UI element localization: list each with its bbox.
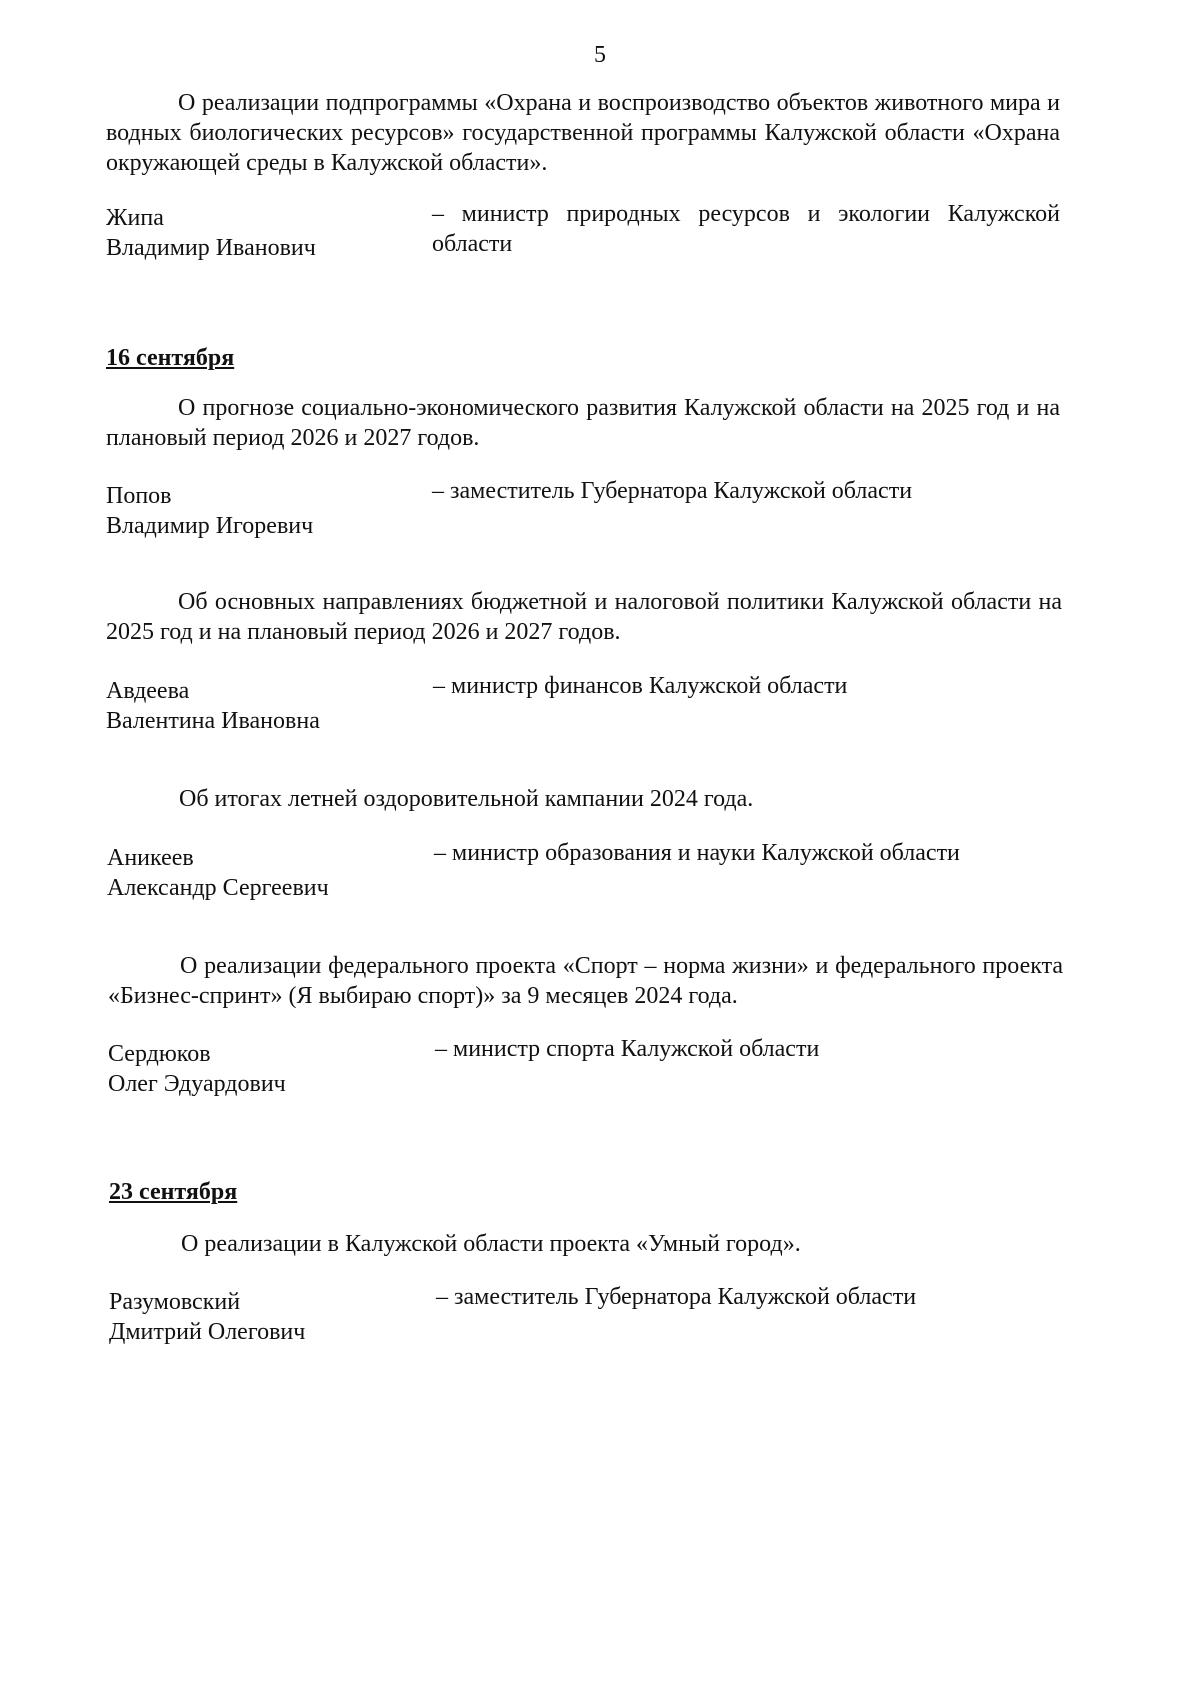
speaker-given-name: Валентина Ивановна	[106, 708, 320, 734]
speaker-name	[108, 1039, 408, 1099]
speaker-surname: Разумовский	[109, 1289, 241, 1315]
speaker-role: – министр финансов Калужской области	[433, 673, 848, 699]
speaker-role: – министр спорта Калужской области	[435, 1036, 820, 1062]
speaker-name	[106, 676, 406, 736]
speaker-surname: Попов	[106, 483, 172, 509]
speaker-role: – министр природных ресурсов и экологии Калужской области	[432, 201, 1060, 257]
agenda-topic: О реализации подпрограммы «Охрана и воспроизводство объектов животного мира и водных биологических ресурсов» государственной программы Калужской области «Охрана окружающей среды в Калужской области».	[106, 90, 1060, 176]
speaker-surname: Сердюков	[108, 1041, 211, 1067]
speaker-name	[106, 203, 406, 263]
speaker-surname: Жипа	[106, 205, 164, 231]
date-heading: 23 сентября	[109, 1179, 238, 1205]
agenda-topic: О реализации в Калужской области проекта «Умный город».	[181, 1231, 801, 1257]
agenda-topic: Об итогах летней оздоровительной кампании 2024 года.	[179, 786, 754, 812]
agenda-topic: О прогнозе социально-экономического развития Калужской области на 2025 год и на плановый период 2026 и 2027 годов.	[106, 395, 1060, 451]
date-heading: 16 сентября	[106, 345, 235, 371]
speaker-role: – министр образования и науки Калужской области	[434, 840, 960, 866]
speaker-name	[107, 843, 407, 903]
agenda-topic: О реализации федерального проекта «Спорт – норма жизни» и федерального проекта «Бизнес-спринт» (Я выбираю спорт)» за 9 месяцев 2024 года.	[108, 953, 1063, 1009]
speaker-given-name: Александр Сергеевич	[107, 875, 329, 901]
speaker-role: – заместитель Губернатора Калужской области	[436, 1284, 917, 1310]
speaker-given-name: Дмитрий Олегович	[109, 1319, 306, 1345]
speaker-given-name: Олег Эдуардович	[108, 1071, 286, 1097]
speaker-given-name: Владимир Игоревич	[106, 513, 314, 539]
speaker-name	[106, 481, 406, 541]
speaker-given-name: Владимир Иванович	[106, 235, 316, 261]
speaker-role: – заместитель Губернатора Калужской области	[432, 478, 913, 504]
agenda-topic: Об основных направлениях бюджетной и налоговой политики Калужской области на 2025 год и на плановый период 2026 и 2027 годов.	[106, 589, 1062, 645]
speaker-name	[109, 1287, 409, 1347]
speaker-surname: Авдеева	[106, 678, 190, 704]
page-number: 5	[594, 42, 606, 68]
speaker-surname: Аникеев	[107, 845, 194, 871]
